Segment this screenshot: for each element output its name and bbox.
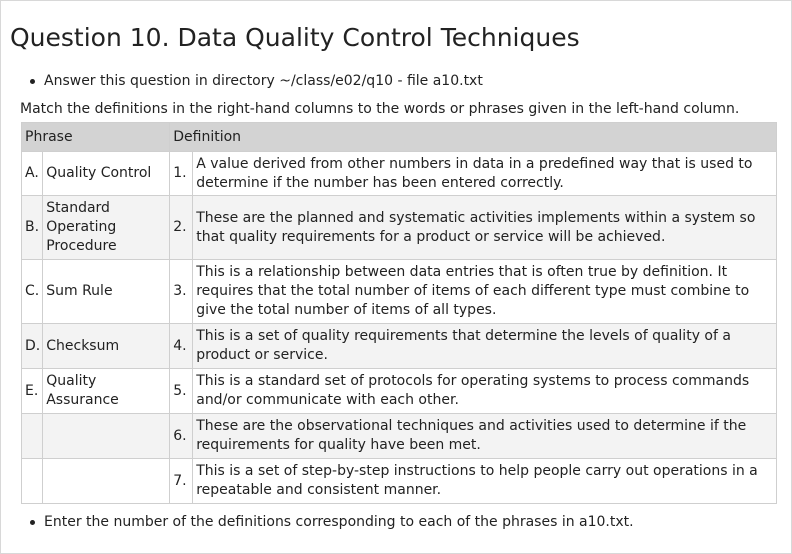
table-row: [22, 459, 777, 504]
row-number: 6.: [170, 414, 193, 459]
row-letter: C.: [22, 260, 43, 324]
row-definition: This is a relationship between data entries that is often true by definition. It requires that the total number of items of each different type must combine to give the total number of items of all types.: [193, 260, 777, 324]
row-number: 5.: [170, 369, 193, 414]
page-title: Question 10. Data Quality Control Techniques: [10, 23, 580, 52]
row-definition: This is a set of step-by-step instructions to help people carry out operations in a repeatable and consistent manner.: [193, 459, 777, 504]
row-phrase: Sum Rule: [43, 260, 170, 324]
row-number: 3.: [170, 260, 193, 324]
row-number: 4.: [170, 324, 193, 369]
table-row: [22, 196, 777, 260]
row-phrase: Standard Operating Procedure: [43, 196, 170, 260]
table-row: [22, 324, 777, 369]
row-letter: E.: [22, 369, 43, 414]
row-letter: A.: [22, 152, 43, 196]
row-definition: These are the observational techniques and activities used to determine if the requirements for quality have been met.: [193, 414, 777, 459]
table-row: [22, 369, 777, 414]
row-definition: These are the planned and systematic activities implements within a system so that quality requirements for a product or service will be achieved.: [193, 196, 777, 260]
matching-table: [21, 122, 777, 504]
row-definition: This is a standard set of protocols for operating systems to process commands and/or communicate with each other.: [193, 369, 777, 414]
row-phrase: Quality Assurance: [43, 369, 170, 414]
row-phrase: Quality Control: [43, 152, 170, 196]
row-number: 1.: [170, 152, 193, 196]
table-row: [22, 152, 777, 196]
row-phrase: [43, 414, 170, 459]
table-header-row: [22, 123, 777, 152]
row-phrase: Checksum: [43, 324, 170, 369]
row-number: 7.: [170, 459, 193, 504]
row-definition: This is a set of quality requirements that determine the levels of quality of a product or service.: [193, 324, 777, 369]
row-letter: [22, 414, 43, 459]
matching-instructions: Match the definitions in the right-hand columns to the words or phrases given in the left-hand column.: [20, 101, 740, 117]
row-number: 2.: [170, 196, 193, 260]
row-letter: D.: [22, 324, 43, 369]
row-letter: B.: [22, 196, 43, 260]
row-letter: [22, 459, 43, 504]
header-phrase: Phrase: [22, 123, 170, 152]
directory-instruction: Answer this question in directory ~/class/e02/q10 - file a10.txt: [44, 73, 483, 89]
row-definition: A value derived from other numbers in data in a predefined way that is used to determine if the number has been entered correctly.: [193, 152, 777, 196]
submission-instruction: Enter the number of the definitions corresponding to each of the phrases in a10.txt.: [44, 514, 634, 530]
table-row: [22, 414, 777, 459]
row-phrase: [43, 459, 170, 504]
table-row: [22, 260, 777, 324]
header-definition: Definition: [170, 123, 777, 152]
